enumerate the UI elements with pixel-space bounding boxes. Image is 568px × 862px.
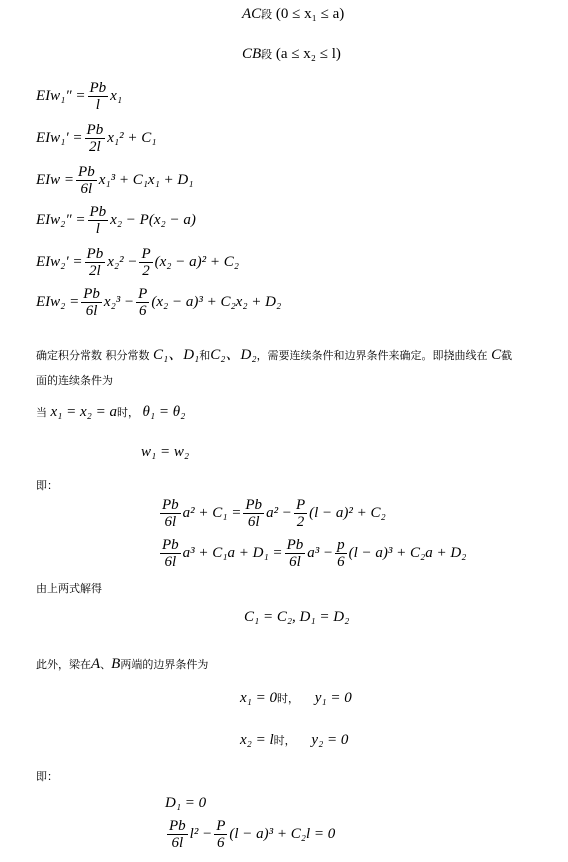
final-eq-1: D₁ = 0 — [165, 795, 207, 811]
ji-label-1: 即： — [36, 479, 58, 492]
fraction: $\frac{Pb}{2l}$ — [86, 246, 104, 279]
fraction: $\frac{Pb}{2l}$ — [86, 122, 104, 155]
fraction: $\frac{Pb}{6l}$ — [78, 164, 95, 197]
fraction: $\frac{Pb}{6l}$ — [162, 497, 179, 530]
ji-label-2: 即： — [36, 770, 58, 783]
fraction: $\frac{Pb}{6l}$ — [162, 537, 179, 570]
fraction: $\frac{Pb}{l}$ — [89, 204, 107, 237]
fraction: $\frac{P}{2}$ — [295, 497, 306, 530]
solve-label: 由上两式解得 — [36, 582, 102, 595]
equation-3: EIw = $\frac{Pb}{6l}$ x₁³ + C₁x₁ + D₁ — [36, 164, 194, 197]
boundary-condition-2: x₂ = l时， y₂ = 0 — [240, 732, 349, 748]
fraction: $\frac{Pb}{6l}$ — [83, 286, 100, 319]
fraction: $\frac{Pb}{6l}$ — [286, 537, 304, 570]
constants-paragraph: 确定积分常数 积分常数 C₁、D₁和C₂、D₂，需要连续条件和边界条件来确定。即挠曲线在 C截 — [36, 347, 513, 363]
boundary-condition-1: x₁ = 0时， y₁ = 0 — [240, 690, 352, 706]
fraction: $\frac{P}{6}$ — [138, 286, 148, 319]
segment-cb: CB段 (a ≤ x₂ ≤ l) — [242, 46, 341, 62]
fraction: $\frac{P}{6}$ — [216, 818, 226, 851]
fraction: $\frac{Pb}{6l}$ — [169, 818, 186, 851]
fraction: $\frac{p}{6}$ — [337, 537, 345, 570]
continuity-eq-1: $\frac{Pb}{6l}$ a² + C₁ = $\frac{Pb}{6l}$ a² − $\frac{P}{2}$ (l − a)² + C₂ — [162, 497, 386, 530]
equation-1: EIw₁″ = $\frac{Pb}{l}$ x₁ — [36, 80, 123, 113]
segment-ac: AC段 (0 ≤ x₁ ≤ a) — [242, 6, 345, 22]
final-eq-2: $\frac{Pb}{6l}$ l² − $\frac{P}{6}$ (l − a)³ + C₂l = 0 — [169, 818, 336, 851]
equation-6: EIw₂ = $\frac{Pb}{6l}$ x₂³ − $\frac{P}{6}$ (x₂ − a)³ + C₂x₂ + D₂ — [36, 286, 282, 319]
continuity-eq-2: $\frac{Pb}{6l}$ a³ + C₁a + D₁ = $\frac{Pb}{6l}$ a³ − $\frac{p}{6}$ (l − a)³ + C₂a + D₂ — [162, 537, 467, 570]
boundary-paragraph: 此外，梁在A、B两端的边界条件为 — [36, 656, 209, 672]
equation-5: EIw₂′ = $\frac{Pb}{2l}$ x₂² − $\frac{P}{2}$ (x₂ − a)² + C₂ — [36, 246, 239, 279]
fraction: $\frac{Pb}{l}$ — [89, 80, 107, 113]
fraction: $\frac{Pb}{6l}$ — [245, 497, 263, 530]
w-continuity: w₁ = w₂ — [141, 444, 190, 460]
when-condition: 当 x₁ = x₂ = a时， θ₁ = θ₂ — [36, 404, 186, 420]
solve-result: C₁ = C₂, D₁ = D₂ — [244, 609, 350, 625]
continuity-heading: 面的连续条件为 — [36, 374, 113, 387]
equation-4: EIw₂″ = $\frac{Pb}{l}$ x₂ − P(x₂ − a) — [36, 204, 196, 237]
fraction: $\frac{P}{2}$ — [141, 246, 151, 279]
equation-2: EIw₁′ = $\frac{Pb}{2l}$ x₁² + C₁ — [36, 122, 157, 155]
